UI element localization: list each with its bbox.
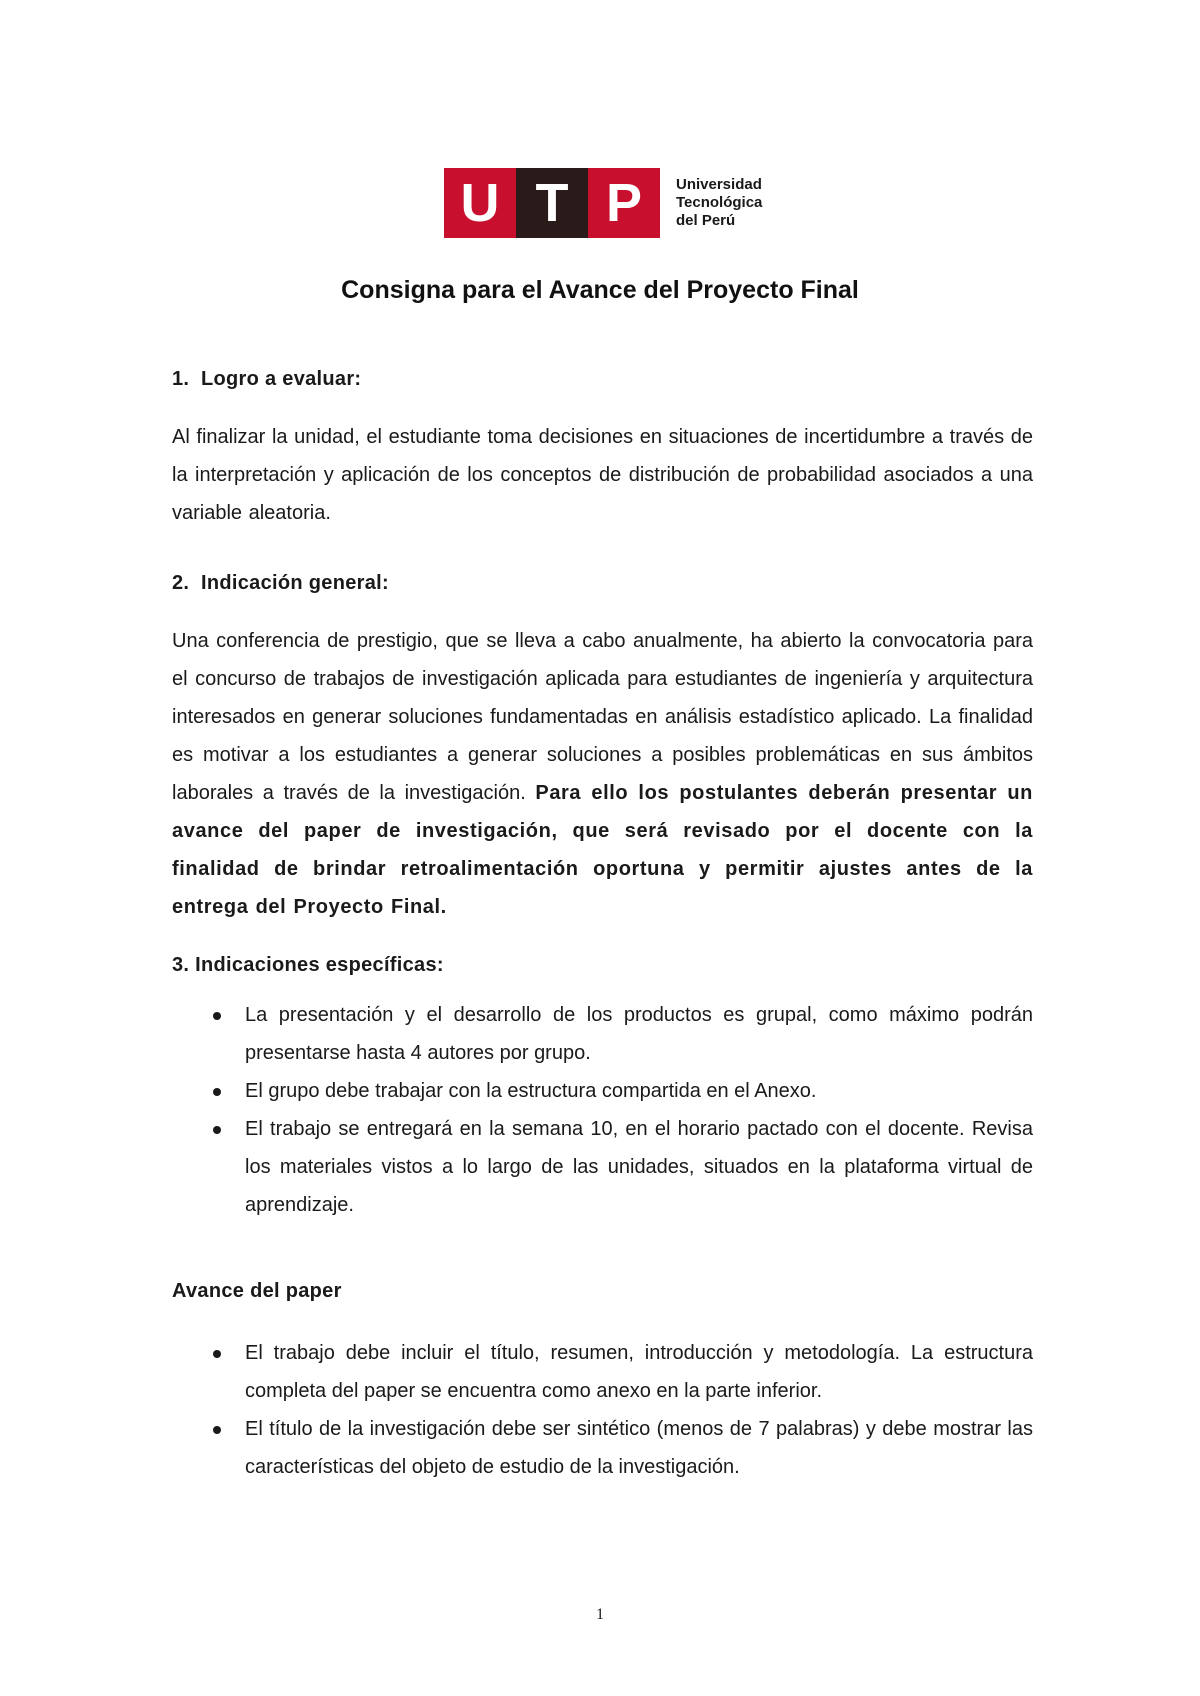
logo-text-line: Tecnológica [676,194,763,211]
list-item-text: El título de la investigación debe ser sintético (menos de 7 palabras) y debe mostrar las características del objeto de estudio de la investigación. [245,1418,1033,1478]
logo-wordmark [676,176,762,230]
section-heading-avance-paper: Avance del paper [172,1280,342,1302]
section-heading-logro: 1. Logro a evaluar: [172,368,362,390]
logo-letter-t: T [516,168,588,238]
list-item [172,1410,1033,1486]
section-heading-indicacion-general: 2. Indicación general: [172,572,389,594]
document-body [172,360,1033,1486]
list-item-text: El trabajo se entregará en la semana 10, en el horario pactado con el docente. Revisa los materiales vistos a lo largo de las unidades, situados en la plataforma virtual de aprendizaje. [245,1118,1033,1216]
list-item [172,996,1033,1072]
list-indicaciones-especificas [172,996,1033,1224]
list-item [172,1110,1033,1224]
bullet-dot-icon [213,1012,221,1020]
bullet-dot-icon [213,1426,221,1434]
logo-text-line: del Perú [676,212,736,229]
list-item-text: El trabajo debe incluir el título, resumen, introducción y metodología. La estructura completa del paper se encuentra como anexo en la parte inferior. [245,1342,1033,1402]
list-item-text: El grupo debe trabajar con la estructura compartida en el Anexo. [245,1080,817,1102]
page-number: 1 [596,1606,604,1623]
list-item [172,1072,1033,1110]
list-item-text: La presentación y el desarrollo de los productos es grupal, como máximo podrán presentarse hasta 4 autores por grupo. [245,1004,1033,1064]
indicacion-general-text: Una conferencia de prestigio, que se lleva a cabo anualmente, ha abierto la convocatoria para el concurso de trabajos de investigación aplicada para estudiantes de ingeniería y arquitectura interesados en generar soluciones fundamentadas en análisis estadístico aplicado. La finalidad es motivar a los estudiantes a generar soluciones a posibles problemáticas en sus ámbitos laborales a través de la investigación. [172,630,1033,804]
section-body-indicacion-general [172,622,1033,926]
bullet-dot-icon [213,1126,221,1134]
logo-letter-p: P [588,168,660,238]
logo-text-line: Universidad [676,176,762,193]
utp-logo-mark [444,168,660,238]
section-heading-indicaciones-especificas: 3. Indicaciones específicas: [172,954,444,976]
bullet-dot-icon [213,1350,221,1358]
list-avance-paper [172,1334,1033,1486]
logo-letter-u: U [444,168,516,238]
document-title: Consigna para el Avance del Proyecto Final [341,276,859,304]
list-item [172,1334,1033,1410]
indicacion-general-bold-text: Para ello los postulantes deberán presentar un avance del paper de investigación, que será revisado por el docente con la finalidad de brindar retroalimentación oportuna y permitir ajustes antes de la entrega del Proyecto Final. [172,782,1033,918]
section-body-logro: Al finalizar la unidad, el estudiante toma decisiones en situaciones de incertidumbre a través de la interpretación y aplicación de los conceptos de distribución de probabilidad asociados a una variable aleatoria. [172,426,1033,524]
bullet-dot-icon [213,1088,221,1096]
utp-logo [444,168,762,238]
